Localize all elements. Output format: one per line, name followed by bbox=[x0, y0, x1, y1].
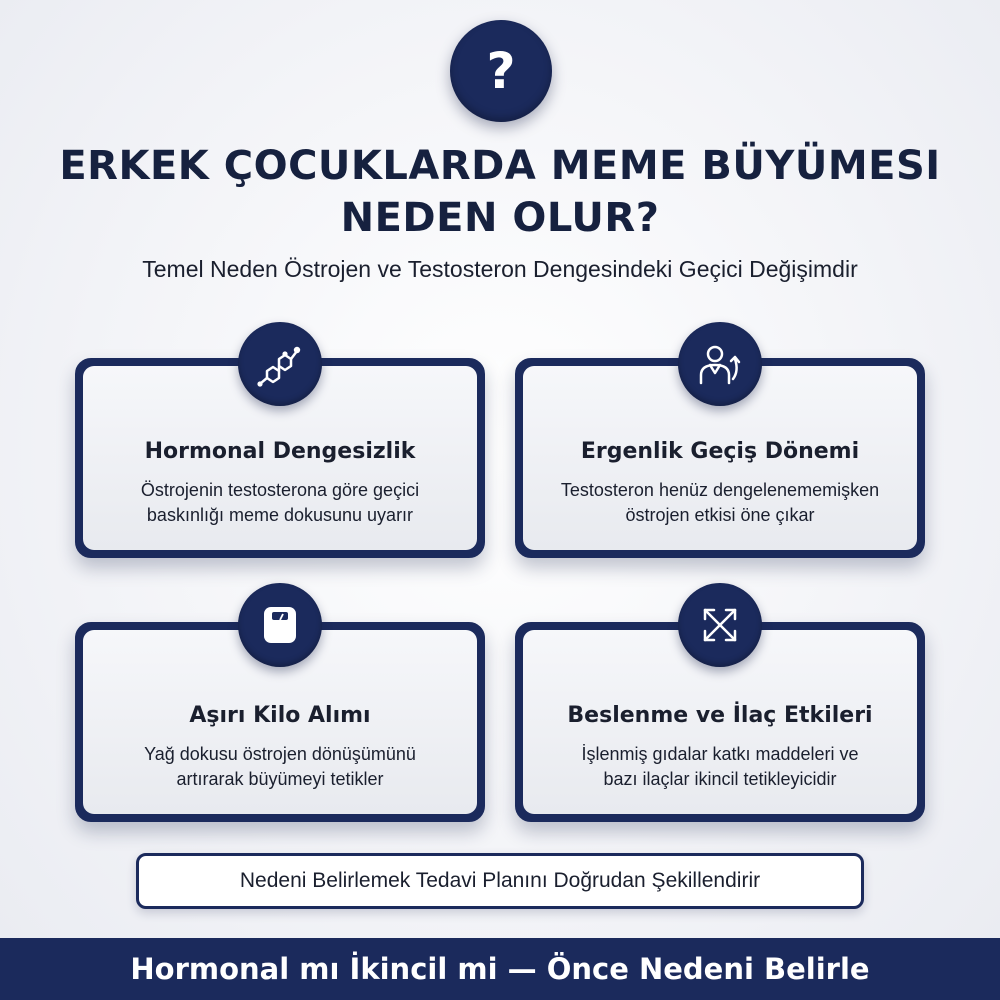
card-description bbox=[553, 478, 887, 528]
note-text: Nedeni Belirlemek Tedavi Planını Doğrudan Şekillendirir bbox=[239, 869, 761, 892]
footer-banner bbox=[0, 938, 1000, 1000]
card-description bbox=[113, 742, 447, 792]
expand-arrows-icon bbox=[678, 583, 762, 667]
card-desc-line-1: Östrojenin testosterona göre geçici bbox=[140, 480, 420, 500]
card-desc-line-1: İşlenmiş gıdalar katkı maddeleri ve bbox=[581, 744, 859, 764]
title-line-2: NEDEN OLUR? bbox=[340, 195, 660, 241]
card-desc-line-2: artırarak büyümeyi tetikler bbox=[176, 769, 384, 789]
page-subtitle: Temel Neden Östrojen ve Testosteron Dengesindeki Geçici Değişimdir bbox=[142, 256, 858, 282]
card-title: Beslenme ve İlaç Etkileri bbox=[567, 703, 873, 728]
question-mark-glyph: ? bbox=[486, 42, 516, 100]
card-description bbox=[553, 742, 887, 792]
page-title bbox=[20, 140, 980, 244]
footer-text: Hormonal mı İkincil mi — Önce Nedeni Belirle bbox=[130, 952, 870, 986]
card-desc-line-2: baskınlığı meme dokusunu uyarır bbox=[146, 505, 414, 525]
card-title: Ergenlik Geçiş Dönemi bbox=[580, 439, 860, 464]
question-mark-icon bbox=[450, 20, 552, 122]
card-desc-line-2: bazı ilaçlar ikincil tetikleyicidir bbox=[603, 769, 837, 789]
card-title: Aşırı Kilo Alımı bbox=[189, 703, 371, 728]
scale-icon bbox=[238, 583, 322, 667]
card-desc-line-1: Testosteron henüz dengelenememişken bbox=[560, 480, 880, 500]
person-growth-icon bbox=[678, 322, 762, 406]
molecule-icon bbox=[238, 322, 322, 406]
card-desc-line-1: Yağ dokusu östrojen dönüşümünü bbox=[144, 744, 416, 764]
card-description bbox=[113, 478, 447, 528]
title-line-1: ERKEK ÇOCUKLARDA MEME BÜYÜMESI bbox=[59, 143, 941, 189]
card-title: Hormonal Dengesizlik bbox=[144, 439, 416, 464]
card-desc-line-2: östrojen etkisi öne çıkar bbox=[625, 505, 815, 525]
note-banner bbox=[136, 853, 864, 909]
